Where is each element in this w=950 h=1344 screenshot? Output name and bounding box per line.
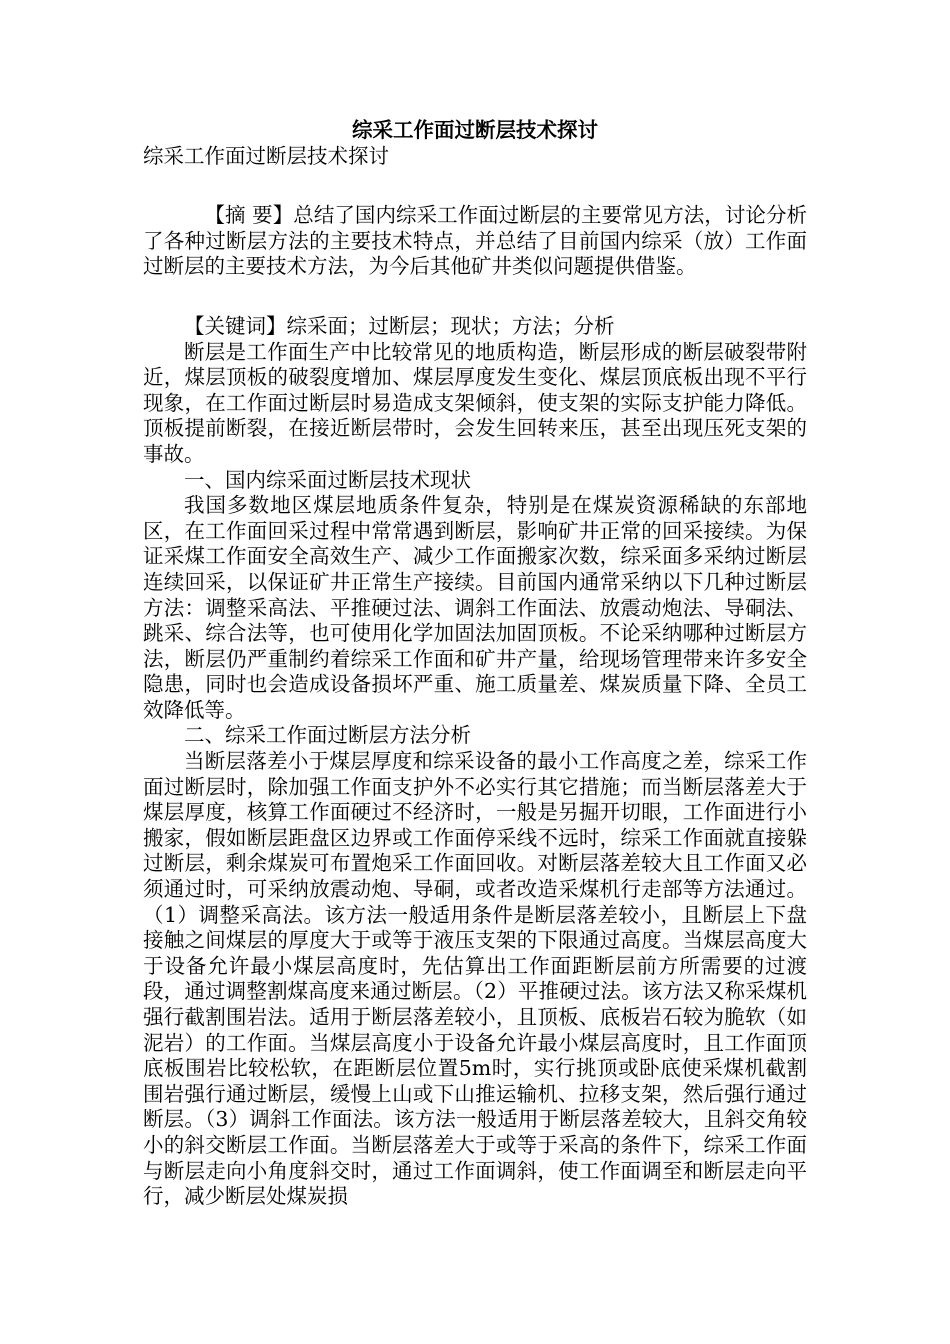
body-paragraph: 断层是工作面生产中比较常见的地质构造，断层形成的断层破裂带附近，煤层顶板的破裂度增加、煤层厚度发生变化、煤层顶底板出现不平行现象，在工作面过断层时易造成支架倾斜，使支架的实际支护能力降低。顶板提前断裂，在接近断层带时，会发生回转来压，甚至出现压死支架的事故。: [143, 339, 807, 466]
body-paragraph: 我国多数地区煤层地质条件复杂，特别是在煤炭资源稀缺的东部地区，在工作面回采过程中常常遇到断层，影响矿井正常的回采接续。为保证采煤工作面安全高效生产、减少工作面搬家次数，综采面多采纳过断层连续回采，以保证矿井正常生产接续。目前国内通常采纳以下几种过断层方法：调整采高法、平推硬过法、调斜工作面法、放震动炮法、导硐法、跳采、综合法等，也可使用化学加固法加固顶板。不论采纳哪种过断层方法，断层仍严重制约着综采工作面和矿井产量，给现场管理带来许多安全隐患，同时也会造成设备损坏严重、施工质量差、煤炭质量下降、全员工效降低等。: [143, 493, 807, 722]
spacer: [143, 169, 807, 203]
abstract-paragraph: 【摘 要】总结了国内综采工作面过断层的主要常见方法，讨论分析了各种过断层方法的主要技术特点，并总结了目前国内综采（放）工作面过断层的主要技术方法，为今后其他矿井类似问题提供借鉴。: [143, 203, 807, 279]
document-subtitle: 综采工作面过断层技术探讨: [143, 143, 389, 168]
document-title: 综采工作面过断层技术探讨: [352, 118, 598, 142]
spacer: [143, 280, 807, 314]
section-heading: 二、综采工作面过断层方法分析: [184, 723, 471, 748]
section-heading: 一、国内综采面过断层技术现状: [184, 467, 471, 492]
document-body: [143, 118, 807, 1210]
keywords-line: 【关键词】综采面；过断层；现状；方法；分析: [184, 313, 615, 338]
body-paragraph: 当断层落差小于煤层厚度和综采设备的最小工作高度之差，综采工作面过断层时，除加强工作面支护外不必实行其它措施；而当断层落差大于煤层厚度，核算工作面硬过不经济时，一般是另掘开切眼，工作面进行小搬家，假如断层距盘区边界或工作面停采线不远时，综采工作面就直接躲过断层，剩余煤炭可布置炮采工作面回收。对断层落差较大且工作面又必须通过时，可采纳放震动炮、导硐，或者改造采煤机行走部等方法通过。（1）调整采高法。该方法一般适用条件是断层落差较小，且断层上下盘接触之间煤层的厚度大于或等于液压支架的下限通过高度。当煤层高度大于设备允许最小煤层高度时，先估算出工作面距断层前方所需要的过渡段，通过调整割煤高度来通过断层。（2）平推硬过法。该方法又称采煤机强行截割围岩法。适用于断层落差较小，且顶板、底板岩石较为脆软（如泥岩）的工作面。当煤层高度小于设备允许最小煤层高度时，且工作面顶底板围岩比较松软，在距断层位置5m时，实行挑顶或卧底使采煤机截割围岩强行通过断层，缓慢上山或下山推运输机、拉移支架，然后强行通过断层。（3）调斜工作面法。该方法一般适用于断层落差较大，且斜交角较小的斜交断层工作面。当断层落差大于或等于采高的条件下，综采工作面与断层走向小角度斜交时，通过工作面调斜，使工作面调至和断层走向平行，减少断层处煤炭损: [143, 749, 807, 1209]
